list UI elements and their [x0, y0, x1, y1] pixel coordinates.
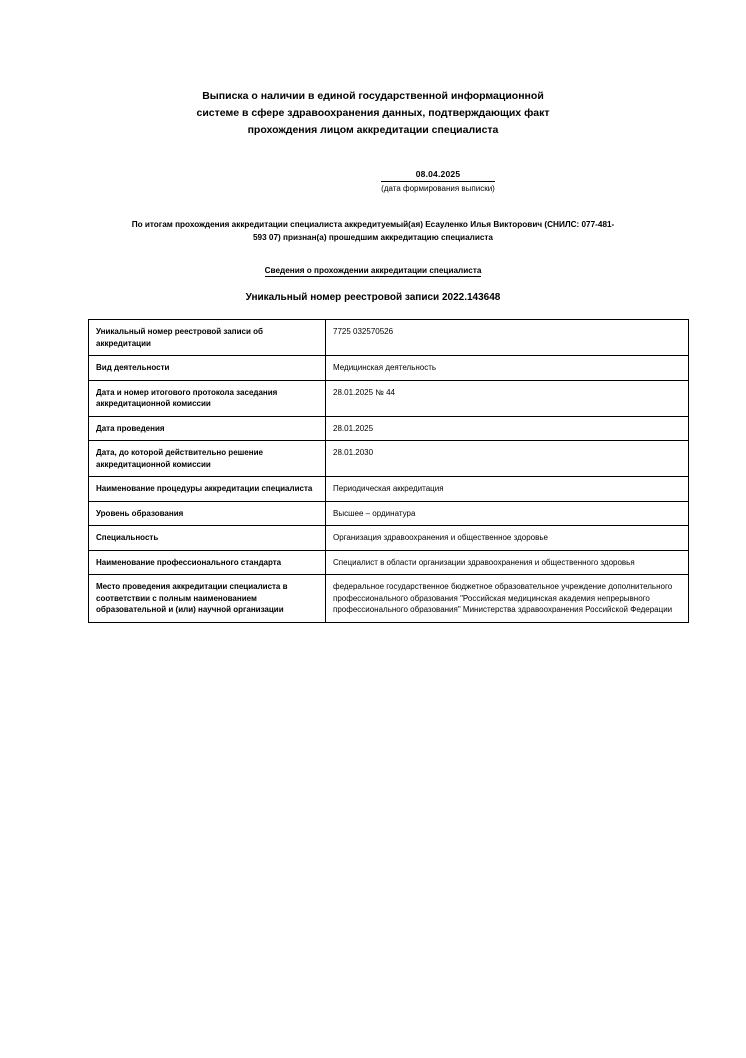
- row-label: Наименование процедуры аккредитации специалиста: [89, 477, 326, 502]
- document-title: [173, 88, 573, 139]
- row-label: Дата и номер итогового протокола заседания аккредитационной комиссии: [89, 380, 326, 416]
- issue-date-block: [88, 169, 658, 196]
- row-label: Место проведения аккредитации специалиста в соответствии с полным наименованием образовательной и (или) научной организации: [89, 575, 326, 623]
- row-label: Уникальный номер реестровой записи об аккредитации: [89, 320, 326, 356]
- document-title-line-2: системе в сфере здравоохранения данных, подтверждающих факт: [196, 107, 550, 119]
- row-label: Специальность: [89, 526, 326, 551]
- section-heading: [88, 266, 658, 275]
- table-row: [89, 356, 689, 381]
- document-title-line-1: Выписка о наличии в единой государственной информационной: [202, 90, 544, 102]
- table-row: [89, 526, 689, 551]
- table-row: [89, 380, 689, 416]
- table-row: [89, 416, 689, 441]
- row-value: федеральное государственное бюджетное образовательное учреждение дополнительного профессионального образования "Российская медицинская академия непрерывного профессионального образования" Министерства здравоохранения Российской Федерации: [326, 575, 689, 623]
- table-row: [89, 575, 689, 623]
- accreditation-statement-line-1: По итогам прохождения аккредитации специалиста аккредитуемый(ая) Есауленко Илья Викторович (СНИЛС: 077-481-: [131, 220, 615, 229]
- accreditation-details-table: [88, 319, 689, 623]
- paper-sheet: [16, 10, 730, 1048]
- row-value: Специалист в области организации здравоохранения и общественного здоровья: [326, 550, 689, 575]
- row-label: Уровень образования: [89, 501, 326, 526]
- accreditation-statement-line-2: 593 07) признан(а) прошедшим аккредитацию специалиста: [253, 233, 493, 242]
- table-row: [89, 320, 689, 356]
- row-value: Высшее – ординатура: [326, 501, 689, 526]
- row-value: Организация здравоохранения и общественное здоровье: [326, 526, 689, 551]
- table-row: [89, 550, 689, 575]
- accreditation-statement: [88, 218, 658, 244]
- row-label: Вид деятельности: [89, 356, 326, 381]
- section-heading-text: Сведения о прохождении аккредитации специалиста: [264, 266, 482, 275]
- issue-date-value: 08.04.2025: [381, 169, 495, 182]
- row-value: Периодическая аккредитация: [326, 477, 689, 502]
- row-value: 7725 032570526: [326, 320, 689, 356]
- row-label: Наименование профессионального стандарта: [89, 550, 326, 575]
- row-value: 28.01.2025 № 44: [326, 380, 689, 416]
- issue-date-caption: (дата формирования выписки): [381, 184, 495, 193]
- registry-record-number: Уникальный номер реестровой записи 2022.143648: [245, 292, 501, 303]
- row-value: Медицинская деятельность: [326, 356, 689, 381]
- row-value: 28.01.2030: [326, 441, 689, 477]
- table-row: [89, 477, 689, 502]
- table-row: [89, 501, 689, 526]
- row-value: 28.01.2025: [326, 416, 689, 441]
- table-row: [89, 441, 689, 477]
- row-label: Дата, до которой действительно решение аккредитационной комиссии: [89, 441, 326, 477]
- document-content: [88, 88, 673, 623]
- row-label: Дата проведения: [89, 416, 326, 441]
- document-title-line-3: прохождения лицом аккредитации специалиста: [247, 124, 499, 136]
- issue-date-inner: [381, 169, 495, 193]
